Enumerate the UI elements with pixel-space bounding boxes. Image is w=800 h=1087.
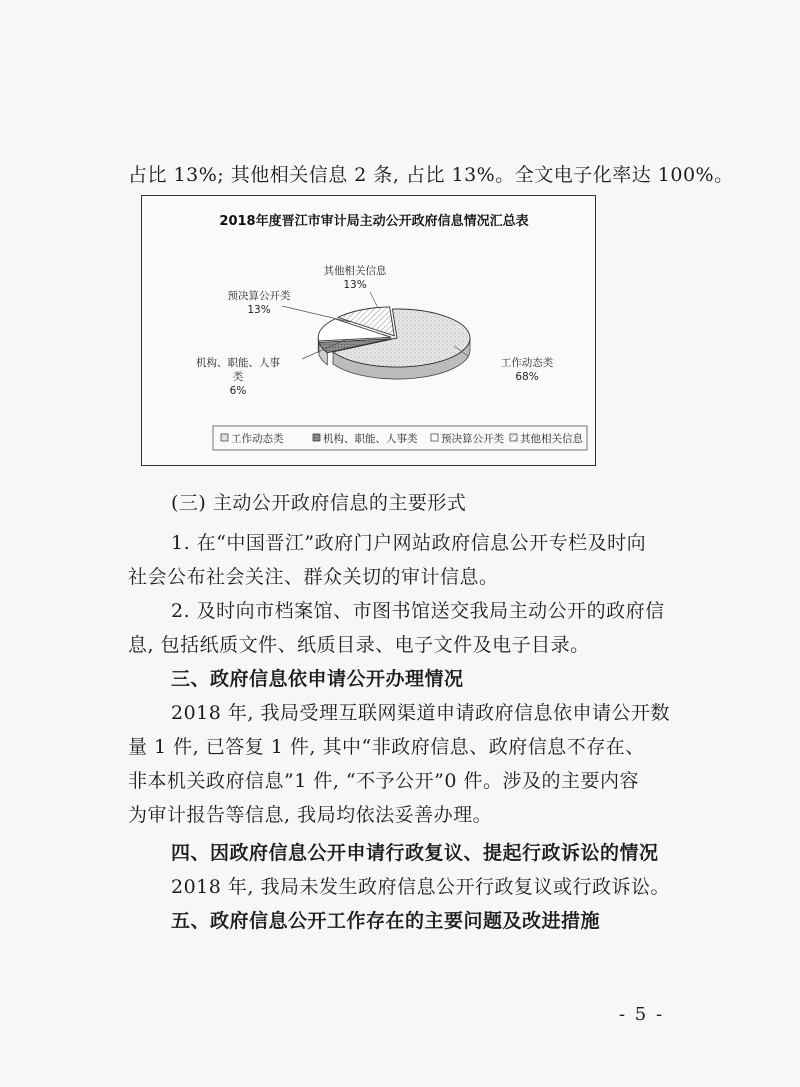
para-3-line-4: 为审计报告等信息, 我局均依法妥善办理。 <box>128 804 493 826</box>
para-4-line-1: 2018 年, 我局未发生政府信息公开行政复议或行政诉讼。 <box>171 876 670 898</box>
leader-line-2 <box>282 306 350 322</box>
pie-label-1 <box>196 356 280 397</box>
section-4-heading: 四、因政府信息公开申请行政复议、提起行政诉讼的情况 <box>171 842 659 864</box>
legend-label: 其他相关信息 <box>520 433 583 445</box>
pie-label-name: 其他相关信息 <box>323 265 387 277</box>
leader-line-3 <box>370 292 378 308</box>
section-5-heading: 五、政府信息公开工作存在的主要问题及改进措施 <box>171 910 601 932</box>
legend-item-3 <box>510 432 583 445</box>
pie-label-value: 13% <box>343 279 367 291</box>
chart-title: 2018年度晋江市审计局主动公开政府信息情况汇总表 <box>219 214 529 229</box>
para-3-line-1: 2018 年, 我局受理互联网渠道申请政府信息依申请公开数 <box>171 702 670 724</box>
pie-label-name: 类 <box>232 371 244 383</box>
pie-label-name: 工作动态类 <box>500 357 554 369</box>
pie-label-0 <box>501 356 554 383</box>
legend-swatch <box>221 434 228 441</box>
legend-label: 预决算公开类 <box>441 433 504 445</box>
legend-item-0 <box>221 432 284 445</box>
pie-slices <box>318 307 470 379</box>
section-3-3-heading: (三) 主动公开政府信息的主要形式 <box>171 492 467 514</box>
pie-chart <box>142 196 597 467</box>
para-3-line-3: 非本机关政府信息”1 件, “不予公开”0 件。涉及的主要内容 <box>128 770 639 792</box>
item-1-line-2: 社会公布社会关注、群众关切的审计信息。 <box>128 566 499 588</box>
item-1-line-1: 1. 在“中国晋江”政府门户网站政府信息公开专栏及时向 <box>171 532 647 554</box>
legend-swatch <box>431 434 438 441</box>
pie-label-value: 13% <box>247 304 271 316</box>
pie-label-2 <box>228 289 291 316</box>
pie-label-value: 68% <box>515 371 539 383</box>
page-number: - 5 - <box>619 1004 665 1025</box>
legend-item-2 <box>431 432 504 445</box>
item-2-line-2: 息, 包括纸质文件、纸质目录、电子文件及电子目录。 <box>128 634 590 656</box>
pie-label-name: 预决算公开类 <box>227 290 291 302</box>
pie-label-value: 6% <box>229 385 247 397</box>
legend-label: 工作动态类 <box>231 433 284 445</box>
pie-label-3 <box>324 264 387 291</box>
legend-item-1 <box>313 432 418 445</box>
pie-label-name: 机构、职能、人事 <box>196 357 280 369</box>
chart-legend <box>221 432 583 445</box>
legend-label: 机构、职能、人事类 <box>323 433 418 445</box>
para-3-line-2: 量 1 件, 已答复 1 件, 其中“非政府信息、政府信息不存在、 <box>128 736 645 758</box>
legend-swatch <box>313 434 320 441</box>
section-3-heading: 三、政府信息依申请公开办理情况 <box>171 668 464 690</box>
legend-swatch <box>510 434 517 441</box>
item-2-line-1: 2. 及时向市档案馆、市图书馆送交我局主动公开的政府信 <box>171 600 665 622</box>
pie-chart-panel <box>141 195 596 466</box>
intro-line: 占比 13%; 其他相关信息 2 条, 占比 13%。全文电子化率达 100%。 <box>128 164 734 186</box>
